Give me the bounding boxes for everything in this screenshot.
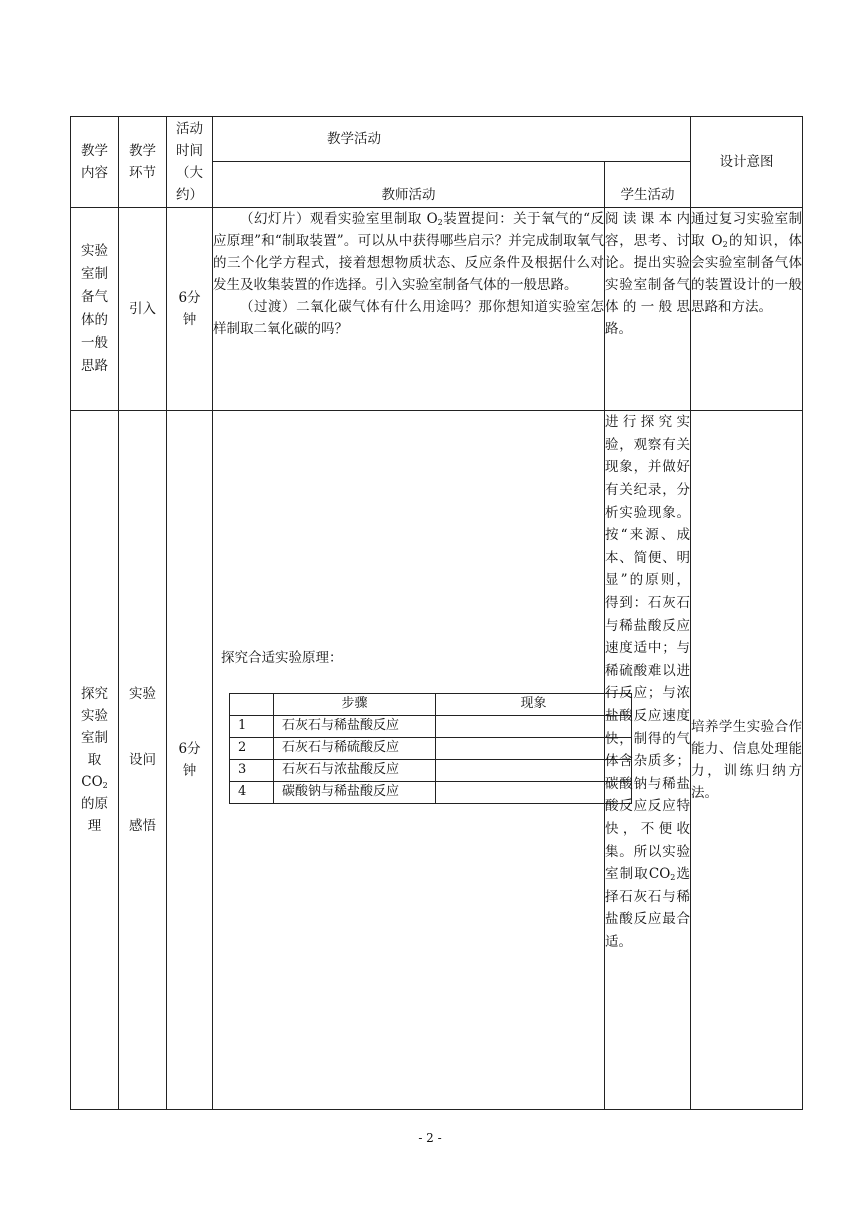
row2-stage-cell bbox=[119, 411, 167, 1110]
row1-design-cell bbox=[691, 208, 803, 411]
exp-no: 4 bbox=[230, 781, 274, 803]
exp-phenomenon bbox=[436, 715, 632, 737]
table-row bbox=[71, 208, 803, 411]
exp-no: 2 bbox=[230, 737, 274, 759]
row2-design-cell bbox=[691, 411, 803, 1110]
row2-time-cell bbox=[167, 411, 213, 1110]
exp-step: 碳酸钠与稀盐酸反应 bbox=[274, 781, 436, 803]
experiment-row bbox=[230, 759, 632, 781]
row2-design: 培养学生实验合作能力、信息处理能力，训练归纳方法。 bbox=[691, 719, 802, 802]
row1-time-cell bbox=[167, 208, 213, 411]
header-design-cell bbox=[691, 117, 803, 208]
row1-student: 阅读课本内容，思考、讨论。提出实验实验室制备气体的一般思路。 bbox=[605, 211, 690, 338]
header-content-cell bbox=[71, 117, 119, 208]
content-text: CO bbox=[81, 774, 103, 791]
stage-label: 感悟 bbox=[129, 818, 156, 835]
design-text: 通过复习实验室制取 O bbox=[691, 211, 802, 250]
experiment-table-header bbox=[230, 693, 632, 715]
row1-teacher-para1 bbox=[213, 208, 604, 296]
student-text: 选择石灰石与稀盐酸反应最合适。 bbox=[605, 866, 690, 950]
header-content: 教学内容 bbox=[81, 143, 108, 182]
experiment-row bbox=[230, 781, 632, 803]
stage-label: 设问 bbox=[129, 752, 156, 769]
page-number: - 2 - bbox=[418, 1131, 442, 1145]
row1-teacher-cell bbox=[213, 208, 605, 411]
exp-phenomenon bbox=[436, 781, 632, 803]
experiment-row bbox=[230, 715, 632, 737]
stage-label: 实验 bbox=[129, 686, 156, 703]
exp-no: 3 bbox=[230, 759, 274, 781]
exp-step: 石灰石与稀盐酸反应 bbox=[274, 715, 436, 737]
subscript: 2 bbox=[102, 781, 108, 791]
header-activity-cell bbox=[213, 117, 691, 162]
header-time-cell bbox=[167, 117, 213, 208]
header-teacher: 教师活动 bbox=[381, 187, 436, 204]
teacher-text: 装置提问：关于氧气的“反应原理”和“制取装置”。可以从中获得哪些启示？并完成制取氧气的三个化学方程式，接着想想物质状态、反应条件及根据什么对发生及收集装置的作选择。引入实验室制备气体的一般思路。 bbox=[213, 211, 605, 294]
student-text: CO bbox=[648, 866, 671, 883]
exp-step: 石灰石与稀硫酸反应 bbox=[274, 737, 436, 759]
row2-stage bbox=[119, 683, 166, 837]
header-activity: 教学活动 bbox=[327, 131, 381, 148]
header-student-cell bbox=[605, 162, 691, 208]
exp-header-step: 步骤 bbox=[274, 693, 436, 715]
teacher-text: （幻灯片）观看实验室里制取 O bbox=[240, 211, 438, 228]
row1-time: 6分钟 bbox=[178, 290, 201, 329]
header-design: 设计意图 bbox=[719, 154, 774, 171]
exp-step: 石灰石与浓盐酸反应 bbox=[274, 759, 436, 781]
header-time: 活动时间（大约） bbox=[176, 121, 203, 204]
table-row bbox=[71, 411, 803, 1110]
row2-student-cell bbox=[605, 411, 691, 1110]
content-text: 探究实验室制取 bbox=[81, 686, 108, 769]
subscript: 2 bbox=[437, 218, 443, 228]
row1-stage-cell bbox=[119, 208, 167, 411]
exp-header-phenomenon: 现象 bbox=[436, 693, 632, 715]
content-text: 的原理 bbox=[81, 796, 108, 835]
row2-content-cell bbox=[71, 411, 119, 1110]
row1-teacher-para2: （过渡）二氧化碳气体有什么用途吗？那你想知道实验室怎样制取二氧化碳的吗？ bbox=[213, 299, 604, 338]
experiment-table bbox=[229, 693, 632, 804]
exp-phenomenon bbox=[436, 759, 632, 781]
subscript: 2 bbox=[722, 240, 728, 250]
row1-student-cell bbox=[605, 208, 691, 411]
exp-no: 1 bbox=[230, 715, 274, 737]
row1-content: 实验室制备气体的一般思路 bbox=[81, 243, 108, 375]
row2-teacher-intro: 探究合适实验原理： bbox=[221, 649, 343, 666]
design-text: 的知识，体会实验室制备气体的装置设计的一般思路和方法。 bbox=[691, 233, 803, 316]
header-stage: 教学环节 bbox=[129, 143, 156, 182]
student-text: 进行探究实验，观察有关现象，并做好有关纪录，分析实验现象。按“来源、成本、简便、明显”的原则，得到：石灰石与稀盐酸反应速度适中；与稀硫酸难以进行反应；与浓盐酸反应速度快，制得的气体含杂质多；碳酸钠与稀盐酸反应反应特快，不便收集。所以实验室制取 bbox=[605, 414, 690, 883]
header-stage-cell bbox=[119, 117, 167, 208]
row2-teacher-cell bbox=[213, 411, 605, 1110]
lesson-plan-table bbox=[70, 116, 803, 1110]
exp-phenomenon bbox=[436, 737, 632, 759]
experiment-row bbox=[230, 737, 632, 759]
header-teacher-cell bbox=[213, 162, 605, 208]
row2-time: 6分钟 bbox=[178, 741, 201, 780]
header-student: 学生活动 bbox=[620, 187, 675, 204]
subscript: 2 bbox=[670, 873, 676, 883]
row1-stage: 引入 bbox=[129, 301, 156, 318]
row2-content bbox=[80, 683, 110, 837]
row1-content-cell bbox=[71, 208, 119, 411]
